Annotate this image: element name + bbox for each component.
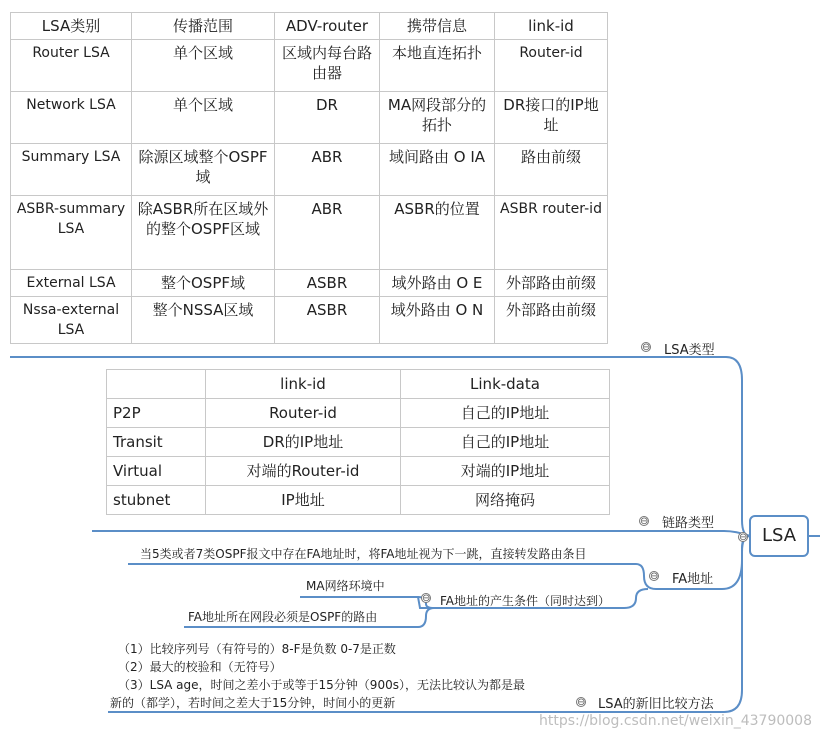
table-row	[107, 399, 610, 428]
header-cell: link-id	[495, 13, 608, 40]
collapse-icon[interactable]: ⊖	[642, 342, 651, 353]
watermark: https://blog.csdn.net/weixin_43790008	[538, 713, 812, 729]
table-cell: ABR	[275, 144, 380, 196]
table-cell: Router-id	[206, 399, 401, 428]
link-types-table	[106, 369, 610, 515]
table-cell: 域外路由 O E	[380, 270, 495, 297]
table-cell: 自己的IP地址	[401, 428, 610, 457]
table-cell: 对端的Router-id	[206, 457, 401, 486]
header-cell: Link-data	[401, 370, 610, 399]
table-cell: MA网段部分的拓扑	[380, 92, 495, 144]
table-cell: 除源区域整个OSPF域	[132, 144, 275, 196]
root-connector-1	[726, 357, 750, 536]
fa-cond-label[interactable]: FA地址的产生条件（同时达到）	[440, 594, 611, 608]
header-cell: LSA类别	[11, 13, 132, 40]
table-cell: 整个OSPF域	[132, 270, 275, 297]
table-cell: Virtual	[107, 457, 206, 486]
fa-label[interactable]: FA地址	[672, 572, 714, 587]
table-cell: Nssa-external LSA	[11, 297, 132, 344]
table-cell: ASBR	[275, 297, 380, 344]
table-cell: External LSA	[11, 270, 132, 297]
table-cell: stubnet	[107, 486, 206, 515]
root-connector-3	[722, 536, 750, 589]
fa-underline	[128, 564, 722, 589]
root-connector-4	[724, 536, 750, 712]
table-cell: Router LSA	[11, 40, 132, 92]
compare-line[interactable]: （1）比较序列号（有符号的）8-F是负数 0-7是正数	[118, 642, 396, 656]
table-cell: 路由前缀	[495, 144, 608, 196]
table-cell: 单个区域	[132, 92, 275, 144]
fa-cond-item[interactable]: FA地址所在网段必须是OSPF的路由	[188, 610, 378, 624]
fa-cond-connector-b	[418, 608, 434, 627]
table-cell: Router-id	[495, 40, 608, 92]
table-row	[107, 486, 610, 515]
table-row	[11, 40, 608, 92]
table-cell: 对端的IP地址	[401, 457, 610, 486]
table-header-row	[11, 13, 608, 40]
fa-cond-item[interactable]: MA网络环境中	[306, 579, 385, 593]
collapse-icon[interactable]: ⊖	[650, 571, 659, 582]
lsa-types-table	[10, 12, 608, 344]
header-cell: ADV-router	[275, 13, 380, 40]
lsa-types-label[interactable]: LSA类型	[664, 343, 715, 358]
table-cell: Summary LSA	[11, 144, 132, 196]
table-row	[107, 457, 610, 486]
table-cell: 域外路由 O N	[380, 297, 495, 344]
collapse-icon[interactable]: ⊖	[577, 697, 586, 708]
header-cell: 携带信息	[380, 13, 495, 40]
compare-line[interactable]: （3）LSA age，时间之差小于或等于15分钟（900s），无法比较认为都是最	[118, 678, 525, 692]
table-cell: 域间路由 O IA	[380, 144, 495, 196]
compare-line[interactable]: （2）最大的校验和（无符号）	[118, 660, 282, 674]
link-types-label[interactable]: 链路类型	[662, 516, 715, 531]
table-cell: 外部路由前缀	[495, 297, 608, 344]
compare-label[interactable]: LSA的新旧比较方法	[598, 697, 714, 712]
table-row	[107, 428, 610, 457]
table-cell: Transit	[107, 428, 206, 457]
collapse-icon[interactable]: ⊖	[739, 532, 748, 543]
table-row	[11, 144, 608, 196]
table-row	[11, 297, 608, 344]
header-cell	[107, 370, 206, 399]
table-cell: DR	[275, 92, 380, 144]
table-row	[11, 270, 608, 297]
table-cell: ASBR-summary LSA	[11, 196, 132, 270]
table-cell: ABR	[275, 196, 380, 270]
table-cell: 整个NSSA区域	[132, 297, 275, 344]
table-cell: DR接口的IP地址	[495, 92, 608, 144]
table-cell: ASBR的位置	[380, 196, 495, 270]
table-cell: DR的IP地址	[206, 428, 401, 457]
header-cell: link-id	[206, 370, 401, 399]
table-cell: 自己的IP地址	[401, 399, 610, 428]
root-node[interactable]: LSA	[749, 515, 809, 557]
table-cell: IP地址	[206, 486, 401, 515]
compare-line[interactable]: 新的（都学），若时间之差大于15分钟，时间小的更新	[110, 696, 396, 710]
fa-description[interactable]: 当5类或者7类OSPF报文中存在FA地址时，将FA地址视为下一跳，直接转发路由条目	[140, 547, 587, 561]
table-row	[11, 196, 608, 270]
table-cell: Network LSA	[11, 92, 132, 144]
table-cell: 本地直连拓扑	[380, 40, 495, 92]
collapse-icon[interactable]: ⊖	[422, 593, 431, 604]
table-cell: 网络掩码	[401, 486, 610, 515]
table-row	[11, 92, 608, 144]
table-cell: 除ASBR所在区域外的整个OSPF区域	[132, 196, 275, 270]
table-cell: 单个区域	[132, 40, 275, 92]
table-cell: 区域内每台路由器	[275, 40, 380, 92]
table-header-row	[107, 370, 610, 399]
table-cell: P2P	[107, 399, 206, 428]
fa-cond-to-fa	[624, 589, 648, 608]
collapse-icon[interactable]: ⊖	[640, 516, 649, 527]
header-cell: 传播范围	[132, 13, 275, 40]
table-cell: ASBR router-id	[495, 196, 608, 270]
table-cell: 外部路由前缀	[495, 270, 608, 297]
table-cell: ASBR	[275, 270, 380, 297]
